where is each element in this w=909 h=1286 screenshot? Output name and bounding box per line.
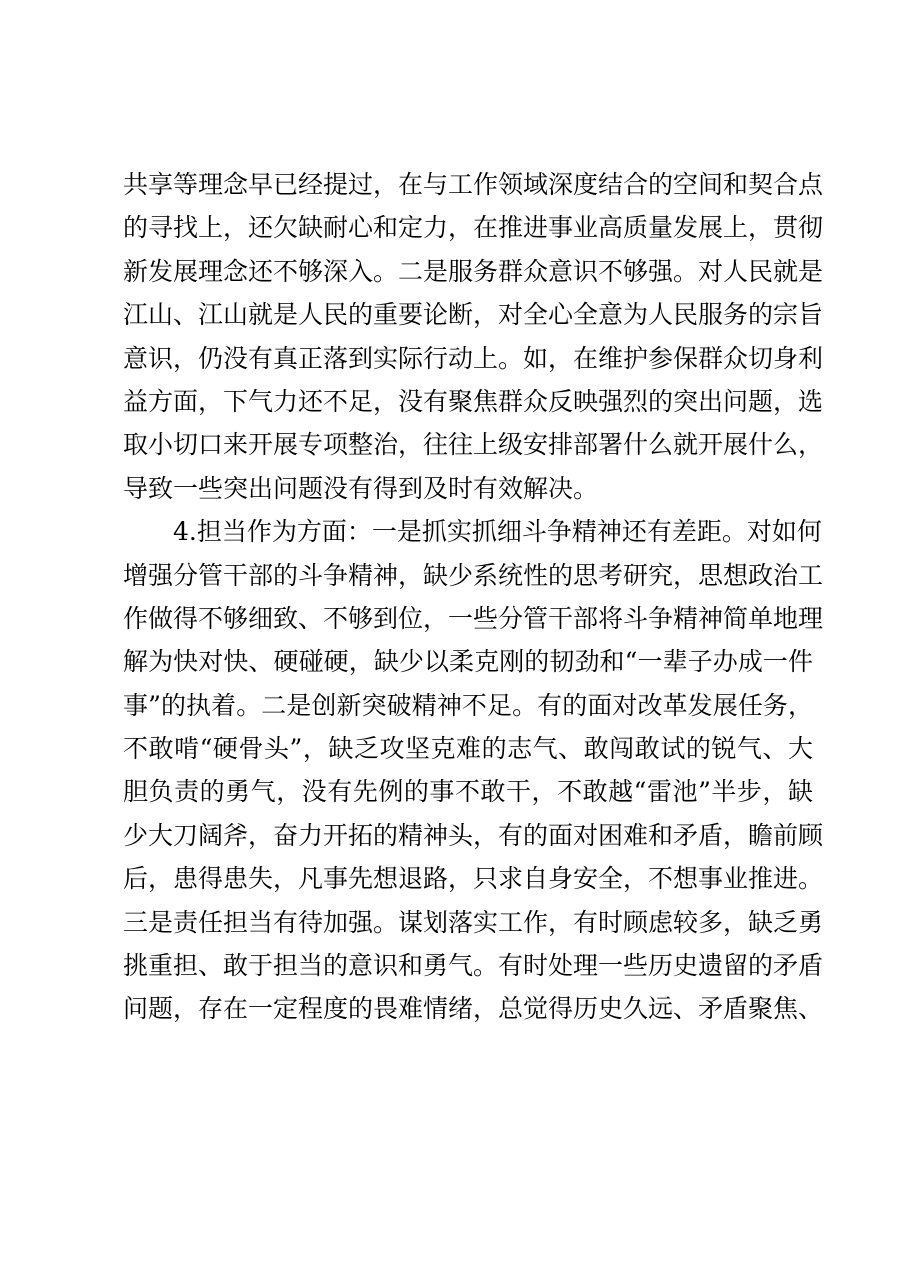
text-line: 胆负责的勇气，没有先例的事不敢干，不敢越“雷池”半步，缺 [123,777,813,807]
text-line: 后，患得患失，凡事先想退路，只求自身安全，不想事业推进。 [123,864,824,894]
text-line: 不敢啃“硬骨头”，缺乏攻坚克难的志气、敢闯敢试的锐气、大 [123,734,813,764]
text-line: 的寻找上，还欠缺耐心和定力，在推进事业高质量发展上，贯彻 [123,213,824,243]
text-line: 导致一些突出问题没有得到及时有效解决。 [123,473,599,503]
text-line: 少大刀阔斧，奋力开拓的精神头，有的面对困难和矛盾，瞻前顾 [123,820,824,850]
text-line: 意识，仍没有真正落到实际行动上。如，在维护参保群众切身利 [123,343,824,373]
text-line: 事”的执着。二是创新突破精神不足。有的面对改革发展任务， [123,690,813,720]
text-line: 江山、江山就是人民的重要论断，对全心全意为人民服务的宗旨 [123,300,824,330]
text-line: 益方面，下气力还不足，没有聚焦群众反映强烈的突出问题，选 [123,386,824,416]
text-line: 取小切口来开展专项整治，往往上级安排部署什么就开展什么， [123,430,824,460]
text-line: 作做得不够细致、不够到位，一些分管干部将斗争精神简单地理 [123,603,824,633]
document-body [123,163,824,1031]
text-line: 新发展理念还不够深入。二是服务群众意识不够强。对人民就是 [123,256,824,286]
text-line: 共享等理念早已经提过，在与工作领域深度结合的空间和契合点 [123,170,824,199]
paragraph-1 [123,163,824,510]
text-line: 4.担当作为方面：一是抓实抓细斗争精神还有差距。对如何 [123,517,822,547]
text-line: 解为快对快、硬碰硬，缺少以柔克刚的韧劲和“一辈子办成一件 [123,647,813,677]
text-line: 三是责任担当有待加强。谋划落实工作，有时顾虑较多，缺乏勇 [123,907,824,937]
text-line: 挑重担、敢于担当的意识和勇气。有时处理一些历史遗留的矛盾 [123,951,824,981]
text-line: 问题，存在一定程度的畏难情绪，总觉得历史久远、矛盾聚焦、 [123,994,824,1024]
paragraph-2 [123,510,824,1031]
text-line: 增强分管干部的斗争精神，缺少系统性的思考研究，思想政治工 [123,560,824,590]
